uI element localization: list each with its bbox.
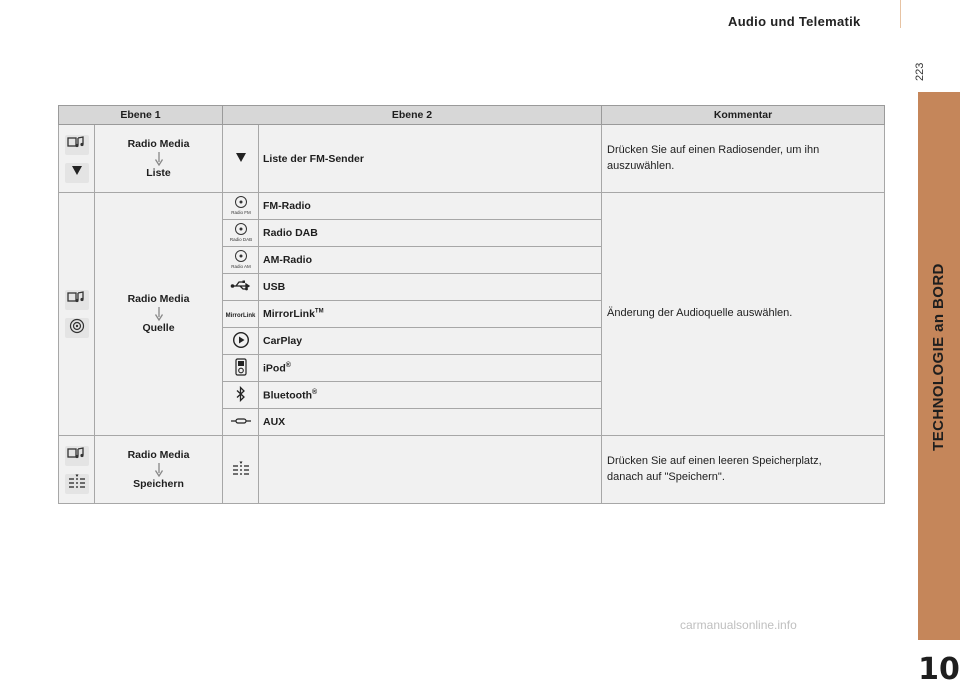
- radio-am-caption: Radio AM: [230, 263, 251, 269]
- menu-table: [58, 105, 885, 504]
- usb-icon: [223, 274, 259, 301]
- bluetooth-label: Bluetooth: [263, 389, 312, 402]
- header-level2: Ebene 2: [223, 106, 602, 125]
- level1-sub: Speichern: [133, 477, 184, 490]
- source-label: USB: [259, 274, 602, 301]
- level1-sub: Liste: [146, 166, 171, 179]
- comment-cell: Änderung der Audioquelle auswählen.: [602, 193, 885, 436]
- source-label: [259, 301, 602, 328]
- source-label: AUX: [259, 409, 602, 436]
- level1-title: Radio Media: [127, 293, 190, 306]
- carplay-icon: [223, 328, 259, 355]
- source-icon: [65, 318, 89, 338]
- source-label: Radio DAB: [259, 220, 602, 247]
- level1-icons-cell: [59, 125, 95, 193]
- radio-media-icon: [65, 290, 89, 310]
- presets-icon: [231, 461, 251, 475]
- level1-cell: [95, 193, 223, 436]
- radio-media-icon: [65, 446, 89, 466]
- header-divider: [900, 0, 901, 28]
- mirrorlink-label: MirrorLink: [263, 308, 315, 320]
- bluetooth-icon: [223, 382, 259, 409]
- arrow-down-icon: [154, 463, 164, 477]
- triangle-down-icon: [65, 163, 89, 183]
- level2-label: Liste der FM-Sender: [259, 125, 602, 193]
- triangle-down-icon: [234, 151, 248, 163]
- radio-dab-icon: [223, 220, 259, 247]
- registered-sup: ®: [312, 388, 318, 396]
- radio-am-icon: [223, 247, 259, 274]
- radio-media-icon: [65, 135, 89, 155]
- chapter-label: TECHNOLOGIE an BORD: [930, 263, 947, 451]
- presets-icon: [65, 474, 89, 494]
- ipod-label: iPod: [263, 362, 286, 375]
- level2-icon-cell: [223, 125, 259, 193]
- source-label: AM-Radio: [259, 247, 602, 274]
- chapter-side-tab: [918, 92, 960, 687]
- level1-sub: Quelle: [142, 322, 175, 334]
- source-label: [259, 355, 602, 382]
- radio-fm-icon: [223, 193, 259, 220]
- ipod-icon: [223, 355, 259, 382]
- page-header-title: Audio und Telematik: [728, 14, 861, 29]
- header-comment: Kommentar: [602, 106, 885, 125]
- registered-sup: ®: [285, 361, 291, 369]
- level1-icons-cell: [59, 193, 95, 436]
- page-number: 223: [914, 62, 926, 81]
- aux-icon: [223, 409, 259, 436]
- radio-fm-caption: Radio FM: [230, 209, 251, 215]
- arrow-down-icon: [154, 307, 164, 321]
- table-row: [59, 436, 885, 504]
- arrow-down-icon: [154, 152, 164, 166]
- trademark-sup: TM: [314, 308, 324, 315]
- table-row: [59, 125, 885, 193]
- comment-cell: Drücken Sie auf einen Radiosender, um ihn auszuwählen.: [602, 125, 885, 193]
- level2-icon-cell: [223, 436, 259, 504]
- table-header-row: [59, 106, 885, 125]
- mirrorlink-caption: MirrorLink: [225, 313, 256, 319]
- source-label: [259, 382, 602, 409]
- level1-cell: [95, 436, 223, 504]
- source-label: FM-Radio: [259, 193, 602, 220]
- header-level1: Ebene 1: [59, 106, 223, 125]
- level2-empty-cell: [259, 436, 602, 504]
- level1-cell: [95, 125, 223, 193]
- level1-title: Radio Media: [127, 137, 190, 150]
- chapter-number: 10: [918, 652, 960, 687]
- source-label: CarPlay: [259, 328, 602, 355]
- mirrorlink-icon: [223, 301, 259, 328]
- radio-dab-caption: Radio DAB: [229, 236, 252, 242]
- level1-title: Radio Media: [127, 448, 190, 461]
- table-row: [59, 193, 885, 220]
- comment-cell: Drücken Sie auf einen leeren Speicherplatz, danach auf "Speichern".: [602, 436, 885, 504]
- level1-icons-cell: [59, 436, 95, 504]
- watermark: carmanualsonline.info: [680, 618, 797, 632]
